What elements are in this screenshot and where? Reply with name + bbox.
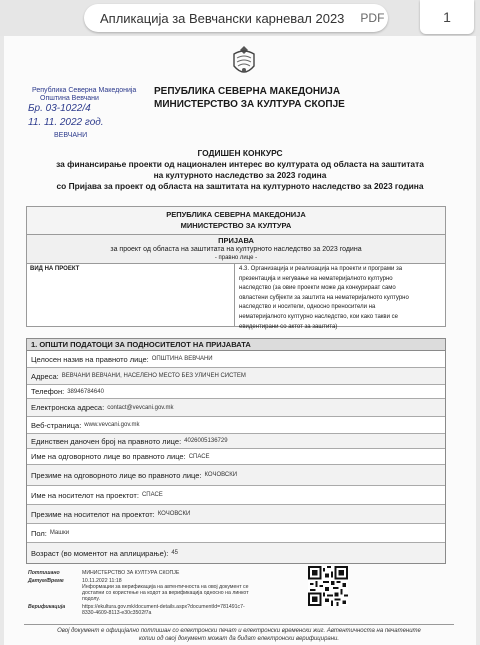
electronic-seal-notice: [24, 624, 454, 643]
competition-title: ГОДИШЕН КОНКУРС: [197, 148, 283, 158]
project-type-line: евидентирани со актот за заштита): [239, 323, 338, 330]
coat-of-arms-icon: [230, 44, 258, 78]
verification-link-continued[interactable]: 8330-4609-8113-e30c3502f7a: [82, 610, 152, 616]
field-value: contact@vevcani.gov.mk: [107, 404, 174, 411]
form-application-title: [27, 235, 445, 264]
datetime-value: 10.11.2022 11:18: [82, 578, 122, 584]
verification-link[interactable]: https://ekultura.gov.mk/document-details.aspx?documentId=781491c7-: [82, 604, 245, 610]
form-row-legal-name: [27, 351, 445, 368]
field-label: Адреса:: [31, 371, 59, 381]
project-type-value: [235, 264, 445, 330]
competition-line-1: за финансирање проекти од национален интерес во културата од областа на заштитата: [56, 159, 424, 169]
qr-code-icon: [308, 566, 348, 606]
field-value: ВЕВЧАНИ ВЕВЧАНИ, НАСЕЛЕНО МЕСТО БЕЗ УЛИЧЕН СИСТЕМ: [61, 373, 246, 379]
form-row-phone: [27, 385, 445, 399]
field-label: Веб-страница:: [31, 420, 82, 430]
verification-info-line: Информации за верификација на автентичноста на овој документ се: [82, 584, 249, 590]
project-type-line: презентација и негување на нематеријалното културно: [239, 275, 393, 282]
form-row-website: [27, 417, 445, 434]
field-label: Презиме на одговорното лице во правното лице:: [31, 470, 202, 480]
stamp-line-2: Општина Вевчани: [40, 95, 99, 102]
field-label: Телефон:: [31, 387, 65, 396]
header-ministry: МИНИСТЕРСТВО ЗА КУЛТУРА СКОПЈЕ: [154, 99, 345, 110]
stamp-date: 11. 11. 2022 год.: [28, 117, 104, 128]
field-label: Презиме на носителот на проектот:: [31, 509, 155, 519]
field-label: Пол:: [31, 528, 47, 538]
form-authority: [27, 207, 445, 235]
field-value: Машки: [49, 530, 70, 536]
form-row-email: [27, 399, 445, 417]
file-type-label: PDF: [360, 11, 385, 25]
verification-info-line: подолу.: [82, 596, 100, 602]
form-app-note: - правно лице -: [214, 255, 258, 261]
competition-heading: [34, 148, 446, 192]
form-row-address: [27, 368, 445, 385]
signature-footer: [26, 570, 446, 622]
project-type-label: ВИД НА ПРОЕКТ: [27, 264, 235, 326]
file-title-chip[interactable]: [84, 4, 388, 32]
project-type-line: наследство (за овие проекти може да конкурираат само: [239, 285, 396, 292]
notice-line-2: копии од овој документ можат да бидат електронски верифицирани.: [138, 636, 340, 642]
form-row-holder-first-name: [27, 486, 445, 505]
form-head-ministry: МИНИСТЕРСТВО ЗА КУЛТУРА: [180, 221, 292, 230]
field-value: КОЧОВСКИ: [204, 472, 238, 478]
form-row-tax-number: [27, 434, 445, 449]
field-label: Електронска адреса:: [31, 403, 105, 412]
field-value: 38946784640: [67, 388, 104, 395]
pdf-viewer-toolbar: [0, 0, 480, 36]
signature-value: МИНИСТЕРСТВО ЗА КУЛТУРА СКОПЈЕ: [82, 570, 180, 576]
field-label: Име на одговорното лице во правното лице:: [31, 452, 186, 461]
form-row-responsible-first-name: [27, 449, 445, 465]
competition-line-3: со Пријава за проект од областа на заштитата на културното наследство за 2023 година: [56, 181, 424, 191]
field-label: Единствен даночен број на правното лице:: [31, 436, 182, 446]
form-row-responsible-last-name: [27, 465, 445, 486]
project-type-line: овластени субјекти за заштита на нематеријалното културно: [239, 294, 409, 301]
form-row-holder-last-name: [27, 505, 445, 524]
field-value: www.vevcani.gov.mk: [84, 422, 140, 428]
notice-line-1: Овој документ е официјално потпишан со електронски печат и електронски временски жиг. Автентичноста на печатените: [57, 628, 421, 634]
verification-info-line: достапни со користење на кодот за верификација односно на линкот: [82, 590, 249, 596]
form-app-title: ПРИЈАВА: [218, 236, 254, 245]
field-value: КОЧОВСКИ: [157, 511, 191, 517]
form-head-republic: РЕПУБЛИКА СЕВЕРНА МАКЕДОНИЈА: [166, 210, 306, 219]
field-value: 45: [171, 550, 179, 556]
form-row-age: [27, 543, 445, 563]
project-type-line: нематеријалното културно наследство, кои како такви се: [239, 313, 398, 320]
field-value: СПАСЕ: [188, 453, 210, 460]
field-label: Целосен назив на правното лице:: [31, 354, 149, 364]
stamp-line-1: Република Северна Македонија: [32, 87, 137, 94]
verification-label: Верификација: [28, 604, 66, 610]
header-republic: РЕПУБЛИКА СЕВЕРНА МАКЕДОНИЈА: [154, 86, 341, 97]
field-label: Име на носителот на проектот:: [31, 490, 139, 500]
form-app-subtitle: за проект од областа на заштитата на културното наследство за 2023 година: [110, 246, 362, 253]
section-title: 1. ОПШТИ ПОДАТОЦИ ЗА ПОДНОСИТЕЛОТ НА ПРИЈАВАТА: [27, 339, 445, 351]
stamp-registry-number: Бр. 03-1022/4: [28, 103, 91, 114]
document-page: [4, 36, 476, 645]
page-number-badge[interactable]: 1: [420, 0, 474, 34]
competition-line-2: на културното наследство за 2023 година: [153, 170, 327, 180]
general-data-section: [26, 338, 446, 564]
field-label: Возраст (во моментот на аплицирање):: [31, 548, 169, 558]
form-row-gender: [27, 524, 445, 543]
field-value: 4026005136729: [184, 438, 228, 444]
stamp-place: ВЕВЧАНИ: [54, 132, 88, 139]
field-value: СПАСЕ: [141, 492, 163, 498]
project-type-line: наследство и носители, односно преносители на: [239, 304, 376, 311]
signature-label: Потпишано: [28, 570, 60, 576]
field-value: ОПШТИНА ВЕВЧАНИ: [151, 356, 213, 362]
document-header: [154, 85, 345, 111]
file-title: Апликација за Вевчански карневал 2023: [100, 10, 345, 26]
application-form-header: [26, 206, 446, 330]
project-type-line: 4.3. Организација и реализација на проекти и програми за: [239, 266, 403, 272]
datetime-label: Датум/Време: [28, 578, 64, 584]
project-type-row: [27, 264, 445, 330]
